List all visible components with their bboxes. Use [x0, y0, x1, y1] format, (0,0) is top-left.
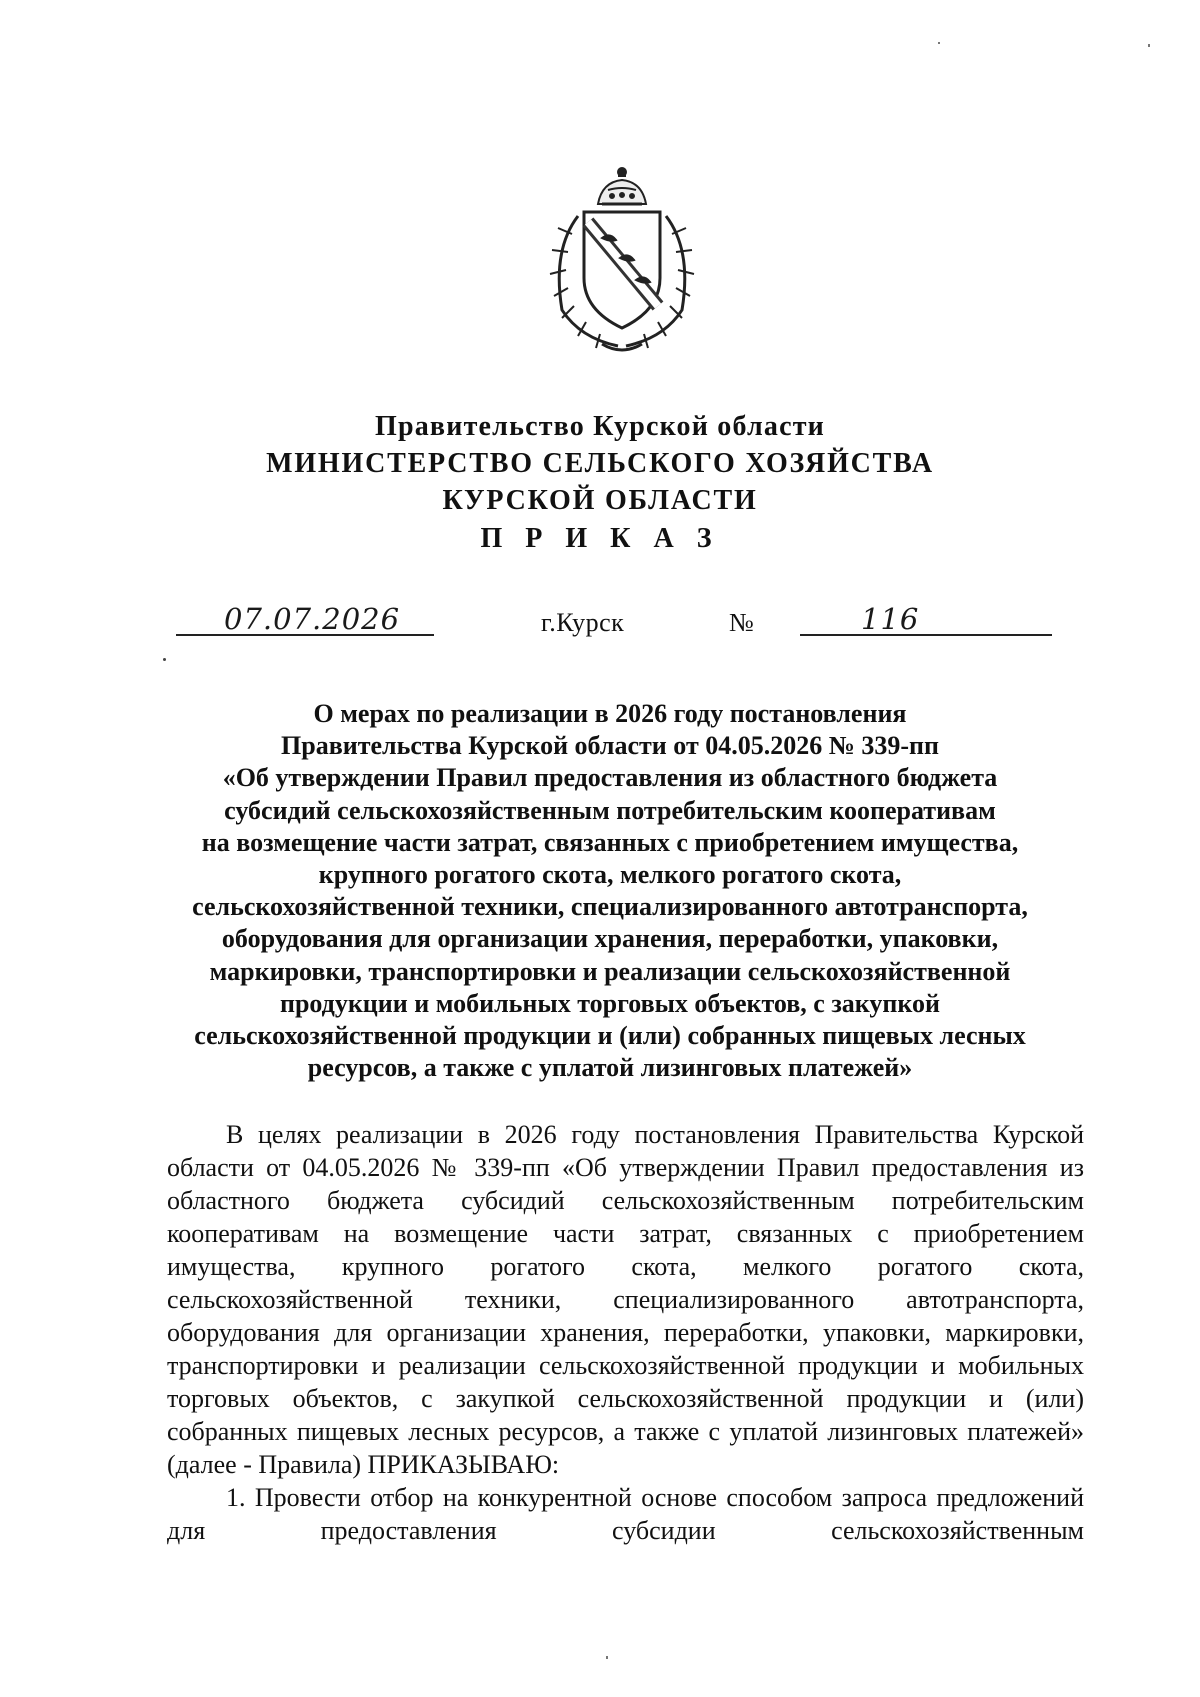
document-type: П Р И К А З — [480, 523, 720, 554]
title-line: продукции и мобильных торговых объектов, с закупкой — [279, 988, 940, 1018]
kursk-coat-of-arms-icon — [532, 160, 712, 358]
ministry-region: КУРСКОЙ ОБЛАСТИ — [442, 485, 758, 516]
scan-speck — [163, 658, 166, 661]
title-line: сельскохозяйственной техники, специализированного автотранспорта, — [192, 892, 1028, 922]
government-name: Правительство Курской области — [374, 411, 826, 442]
order-title — [140, 698, 1080, 1084]
number-underline — [800, 634, 1052, 636]
title-line: субсидий сельскохозяйственным потребительским кооперативам — [224, 795, 996, 825]
title-line: сельскохозяйственной продукции и (или) собранных пищевых лесных — [194, 1021, 1026, 1051]
date-underline — [176, 634, 434, 636]
clause-1-paragraph: 1. Провести отбор на конкурентной основе способом запроса предложений для предоставления субсидии сельскохозяйственным — [167, 1483, 1084, 1545]
order-dateline — [0, 600, 1200, 640]
number-sign: № — [729, 608, 754, 637]
order-date: 07.07.2026 — [224, 602, 401, 636]
title-line: оборудования для организации хранения, переработки, упаковки, — [221, 924, 999, 954]
preamble-paragraph: В целях реализации в 2026 году постановления Правительства Курской области от 04.05.2026 № 339-пп «Об утверждении Правил предоставления из областного бюджета субсидий сельскохозяйственным потребительским кооперативам на возмещение части затрат, связанных с приобретением имущества, крупного рогатого скота, мелкого рогатого скота, сельскохозяйственной техники, специализированного автотранспорта, оборудования для организации хранения, переработки, упаковки, маркировки, транспортировки и реализации сельскохозяйственной продукции и мобильных торговых объектов, с закупкой сельскохозяйственной продукции и (или) собранных пищевых лесных ресурсов, а также с уплатой лизинговых платежей» (далее - Правила) ПРИКАЗЫВАЮ: — [167, 1120, 1084, 1479]
document-header — [0, 408, 1200, 559]
title-line: на возмещение части затрат, связанных с приобретением имущества, — [201, 827, 1019, 857]
title-line: «Об утверждении Правил предоставления из областного бюджета — [222, 763, 998, 793]
title-line: крупного рогатого скота, мелкого рогатого скота, — [318, 860, 902, 890]
order-city: г.Курск — [541, 608, 625, 637]
order-body — [167, 1118, 1084, 1547]
title-line: Правительства Курской области от 04.05.2026 № 339-пп — [281, 731, 939, 761]
ministry-name: МИНИСТЕРСТВО СЕЛЬСКОГО ХОЗЯЙСТВА — [266, 448, 934, 479]
title-line: ресурсов, а также с уплатой лизинговых платежей» — [307, 1053, 913, 1083]
order-number: 116 — [861, 602, 920, 636]
title-line: О мерах по реализации в 2026 году постановления — [313, 699, 907, 728]
title-line: маркировки, транспортировки и реализации сельскохозяйственной — [209, 956, 1011, 986]
